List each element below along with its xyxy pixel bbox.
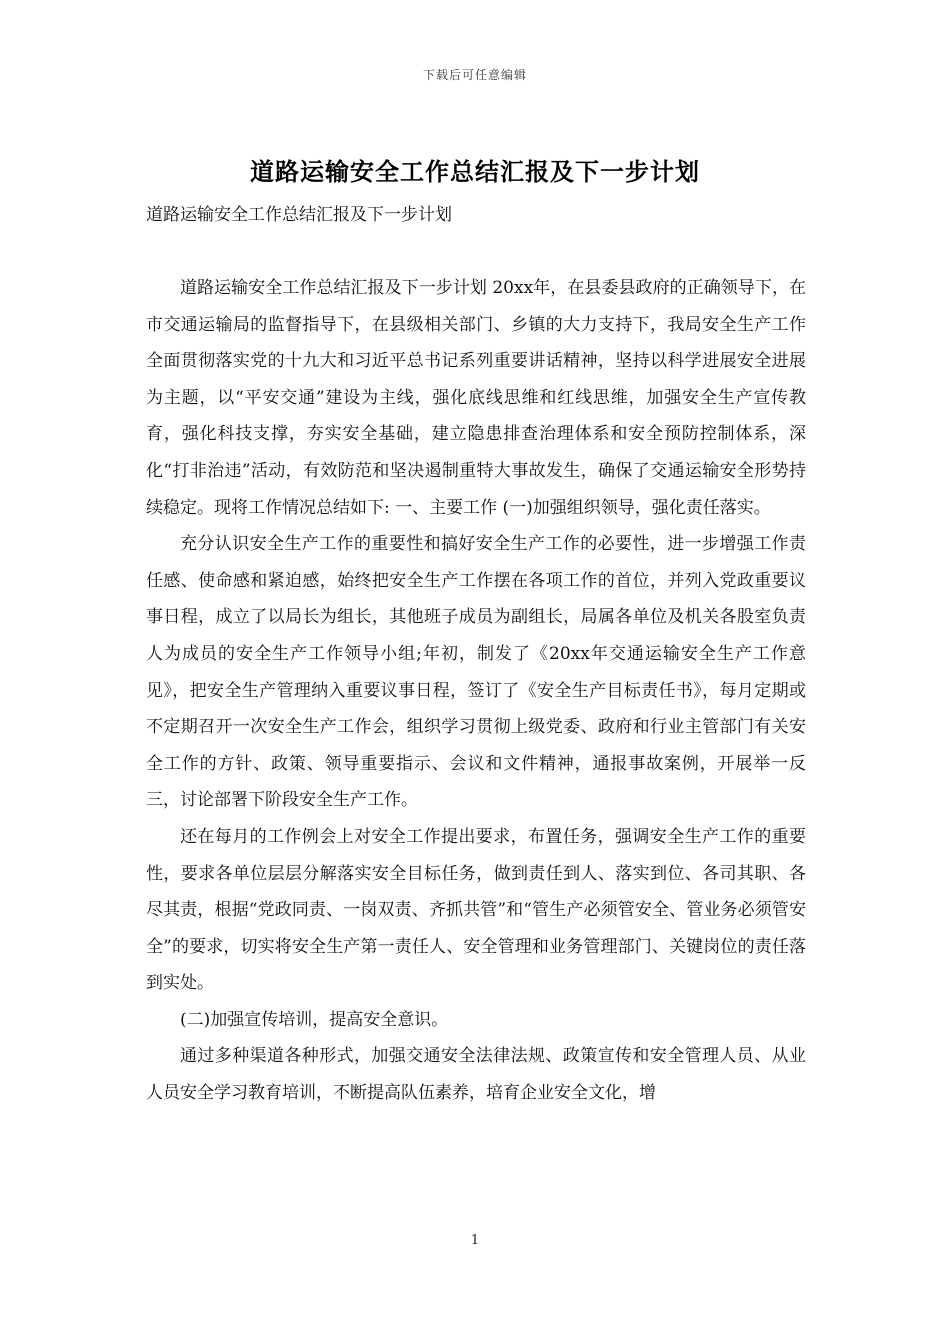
header-note: 下载后可任意编辑	[422, 68, 527, 82]
paragraph: 还在每月的工作例会上对安全工作提出要求，布置任务，强调安全生产工作的重要性，要求各单位层层分解落实安全目标任务，做到责任到人、落实到位、各司其职、各尽其责，根据“党政同责、一岗双责、齐抓共管”和“管生产必须管安全、管业务必须管安全”的要求，切实将安全生产第一责任人、安全管理和业务管理部门、关键岗位的责任落到实处。	[146, 826, 806, 994]
paragraph: 道路运输安全工作总结汇报及下一步计划 20xx年，在县委县政府的正确领导下，在市交通运输局的监督指导下，在县级相关部门、乡镇的大力支持下，我局安全生产工作全面贯彻落实党的十九大和习近平总书记系列重要讲话精神，坚持以科学进展安全进展为主题，以“平安交通”建设为主线，强化底线思维和红线思维，加强安全生产宣传教育，强化科技支撑，夯实安全基础，建立隐患排查治理体系和安全预防控制体系，深化“打非治违”活动，有效防范和坚决遏制重特大事故发生，确保了交通运输安全形势持续稳定。现将工作情况总结如下: 一、主要工作 (一)加强组织领导，强化责任落实。	[146, 278, 806, 518]
paragraph: 充分认识安全生产工作的重要性和搞好安全生产工作的必要性，进一步增强工作责任感、使命感和紧迫感，始终把安全生产工作摆在各项工作的首位，并列入党政重要议事日程，成立了以局长为组长，其他班子成员为副组长，局属各单位及机关各股室负责人为成员的安全生产工作领导小组;年初，制发了《20xx年交通运输安全生产工作意见》，把安全生产管理纳入重要议事日程，签订了《安全生产目标责任书》，每月定期或不定期召开一次安全生产工作会，组织学习贯彻上级党委、政府和行业主管部门有关安全工作的方针、政策、领导重要指示、会议和文件精神，通报事故案例，开展举一反三，讨论部署下阶段安全生产工作。	[146, 534, 806, 811]
document-subtitle: 道路运输安全工作总结汇报及下一步计划	[146, 205, 452, 225]
paragraph: 通过多种渠道各种形式，加强交通安全法律法规、政策宣传和安全管理人员、从业人员安全学习教育培训，不断提高队伍素养，培育企业安全文化，增	[146, 1046, 806, 1104]
document-body	[146, 270, 806, 1112]
document-title: 道路运输安全工作总结汇报及下一步计划	[250, 157, 700, 186]
page-number: 1	[470, 1233, 480, 1248]
paragraph: (二)加强宣传培训，提高安全意识。	[180, 1009, 449, 1030]
